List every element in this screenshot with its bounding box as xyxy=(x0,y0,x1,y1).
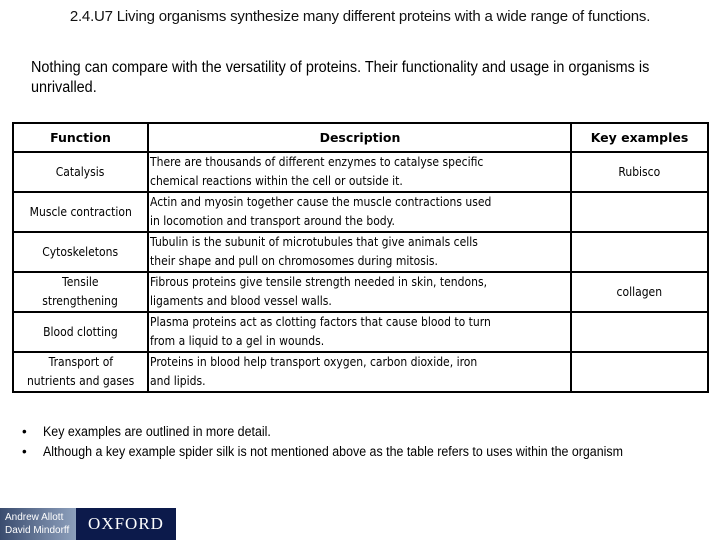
description-cell: Fibrous proteins give tensile strength needed in skin, tendons, ligaments and blood vessel walls. xyxy=(148,272,571,312)
example-cell: Rubisco xyxy=(571,152,708,192)
note-item: • Although a key example spider silk is not mentioned above as the table refers to uses within the organism xyxy=(22,442,712,462)
bullet-icon: • xyxy=(22,444,27,459)
example-cell: collagen xyxy=(571,272,708,312)
publisher-footer xyxy=(0,508,176,540)
notes-list xyxy=(22,422,712,462)
author-name: Andrew Allott xyxy=(5,512,64,523)
function-cell: Transport of nutrients and gases xyxy=(13,352,148,392)
function-cell: Muscle contraction xyxy=(13,192,148,232)
function-cell: Tensile strengthening xyxy=(13,272,148,312)
example-cell xyxy=(571,312,708,352)
note-item: • Key examples are outlined in more detail. xyxy=(22,422,712,442)
table-row xyxy=(13,312,708,352)
description-cell: There are thousands of different enzymes to catalyse specific chemical reactions within the cell or outside it. xyxy=(148,152,571,192)
example-cell xyxy=(571,352,708,392)
description-cell: Plasma proteins act as clotting factors that cause blood to turn from a liquid to a gel in wounds. xyxy=(148,312,571,352)
header-function: Function xyxy=(13,123,148,152)
description-cell: Tubulin is the subunit of microtubules that give animals cells their shape and pull on chromosomes during mitosis. xyxy=(148,232,571,272)
table-header-row xyxy=(13,123,708,152)
author-name: David Mindorff xyxy=(5,525,70,536)
example-cell xyxy=(571,192,708,232)
function-cell: Cytoskeletons xyxy=(13,232,148,272)
description-cell: Proteins in blood help transport oxygen, carbon dioxide, iron and lipids. xyxy=(148,352,571,392)
bullet-icon: • xyxy=(22,424,27,439)
slide-title: 2.4.U7 Living organisms synthesize many different proteins with a wide range of functions. xyxy=(69,8,651,25)
intro-paragraph: Nothing can compare with the versatility of proteins. Their functionality and usage in organisms is unrivalled. xyxy=(31,59,650,96)
table-row xyxy=(13,272,708,312)
table-row xyxy=(13,352,708,392)
example-cell xyxy=(571,232,708,272)
table-row xyxy=(13,192,708,232)
header-key-examples: Key examples xyxy=(571,123,708,152)
table-row xyxy=(13,232,708,272)
function-cell: Catalysis xyxy=(13,152,148,192)
protein-functions-table xyxy=(12,122,709,393)
oxford-logo: OXFORD xyxy=(76,508,176,540)
header-description: Description xyxy=(148,123,571,152)
table-row xyxy=(13,152,708,192)
authors-block xyxy=(0,508,76,540)
description-cell: Actin and myosin together cause the muscle contractions used in locomotion and transport around the body. xyxy=(148,192,571,232)
function-cell: Blood clotting xyxy=(13,312,148,352)
